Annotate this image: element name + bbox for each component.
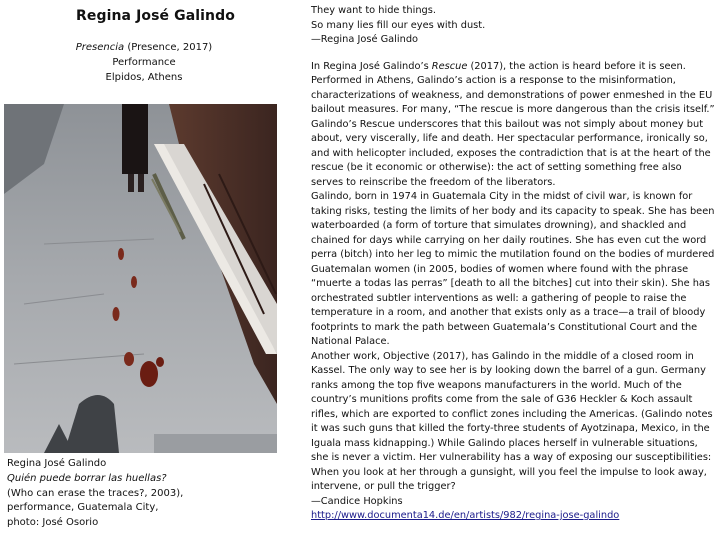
essay-italic: Rescue [431,60,468,72]
work-location: Elpidos, Athens [105,72,183,83]
source-link[interactable]: http://www.documenta14.de/en/artists/982/regina-jose-galindo [311,510,620,521]
work-title-year: (Presence, 2017) [124,42,213,53]
work-title: Presencia [75,42,125,53]
artist-name: Regina José Galindo [76,8,235,24]
work-info [44,40,244,85]
photo-illustration [4,104,277,453]
left-column [0,0,300,540]
essay-text: In Regina José Galindo’s [311,60,432,72]
essay-paragraph: Another work, Objective (2017), has Galindo in the middle of a closed room in Kassel. The only way to see her is by looking down the barrel of a gun. Germany ranks among the top five weapons manufacturers in the world. Much of the country’s munitions profits come from the sale of G36 Heckler & Koch assault rifles, which are exported to conflict zones including the Americas. (Galindo notes it was such guns that killed the forty-three students of Ayotzinapa, Mexico, in the Iguala mass kidnapping.) While Galindo places herself in vulnerable situations, she is never a victim. Her vulnerability has a way of exposing our susceptibilities: When you look at her through a gunsight, will you feel the impulse to look away, intervene, or pull the trigger? [311,350,713,492]
work-medium: Performance [112,57,176,68]
caption-artist: Regina José Galindo [7,458,107,469]
epigraph-attribution: —Regina José Galindo [311,34,419,45]
epigraph-line: So many lies fill our eyes with dust. [311,19,486,31]
work-title-line [44,40,244,55]
essay-signature: —Candice Hopkins [311,495,403,507]
essay-paragraph: Galindo, born in 1974 in Guatemala City in the midst of civil war, is known for taking risks, testing the limits of her body and its capacity to speak. She has been waterboarded (a form of torture that simulates drowning), and shackled and chained for days while carrying on her daily routines. She has even cut the word perra (bitch) into her leg to mimic the mutilation found on the bodies of murdered Guatemalan women (in 2005, bodies of women where found with the phrase “muerte a todas las perras” [death to all the bitches] cut into their skin). She has orchestrated subtler interventions as well: a gathering of people to raise the temperature in a room, and another that exists only as a trace—a trail of bloody footprints to mark the path between Guatemala’s Constitutional Court and the National Palace. [311,191,715,347]
essay-paragraph [311,60,716,191]
caption-line: (Who can erase the traces?, 2003), [7,487,184,499]
essay-column [311,4,716,524]
photo-caption [7,457,297,531]
caption-title: Quién puede borrar las huellas? [7,472,167,484]
street-photo-image [4,104,277,453]
caption-line: performance, Guatemala City, [7,502,159,514]
essay-text: (2017), the action is heard before it is seen. Performed in Athens, Galindo’s action is a response to the misinformation, characterizations of weakness, and demonstrations of power enmeshed in the EU bailout measures. For many, “The rescue is more dangerous than the crisis itself.” Galindo’s Rescue underscores that this bailout was not simply about money but about, very viscerally, life and death. Her spectacular performance, ironically so, and with helicopter included, exposes the contradiction that is at the heart of the rescue (be it economic or otherwise): the act of setting something free also serves to reinscribe the freedom of the liberators. [311,60,715,188]
caption-line: photo: José Osorio [7,517,99,529]
epigraph-line: They want to hide things. [311,5,436,16]
